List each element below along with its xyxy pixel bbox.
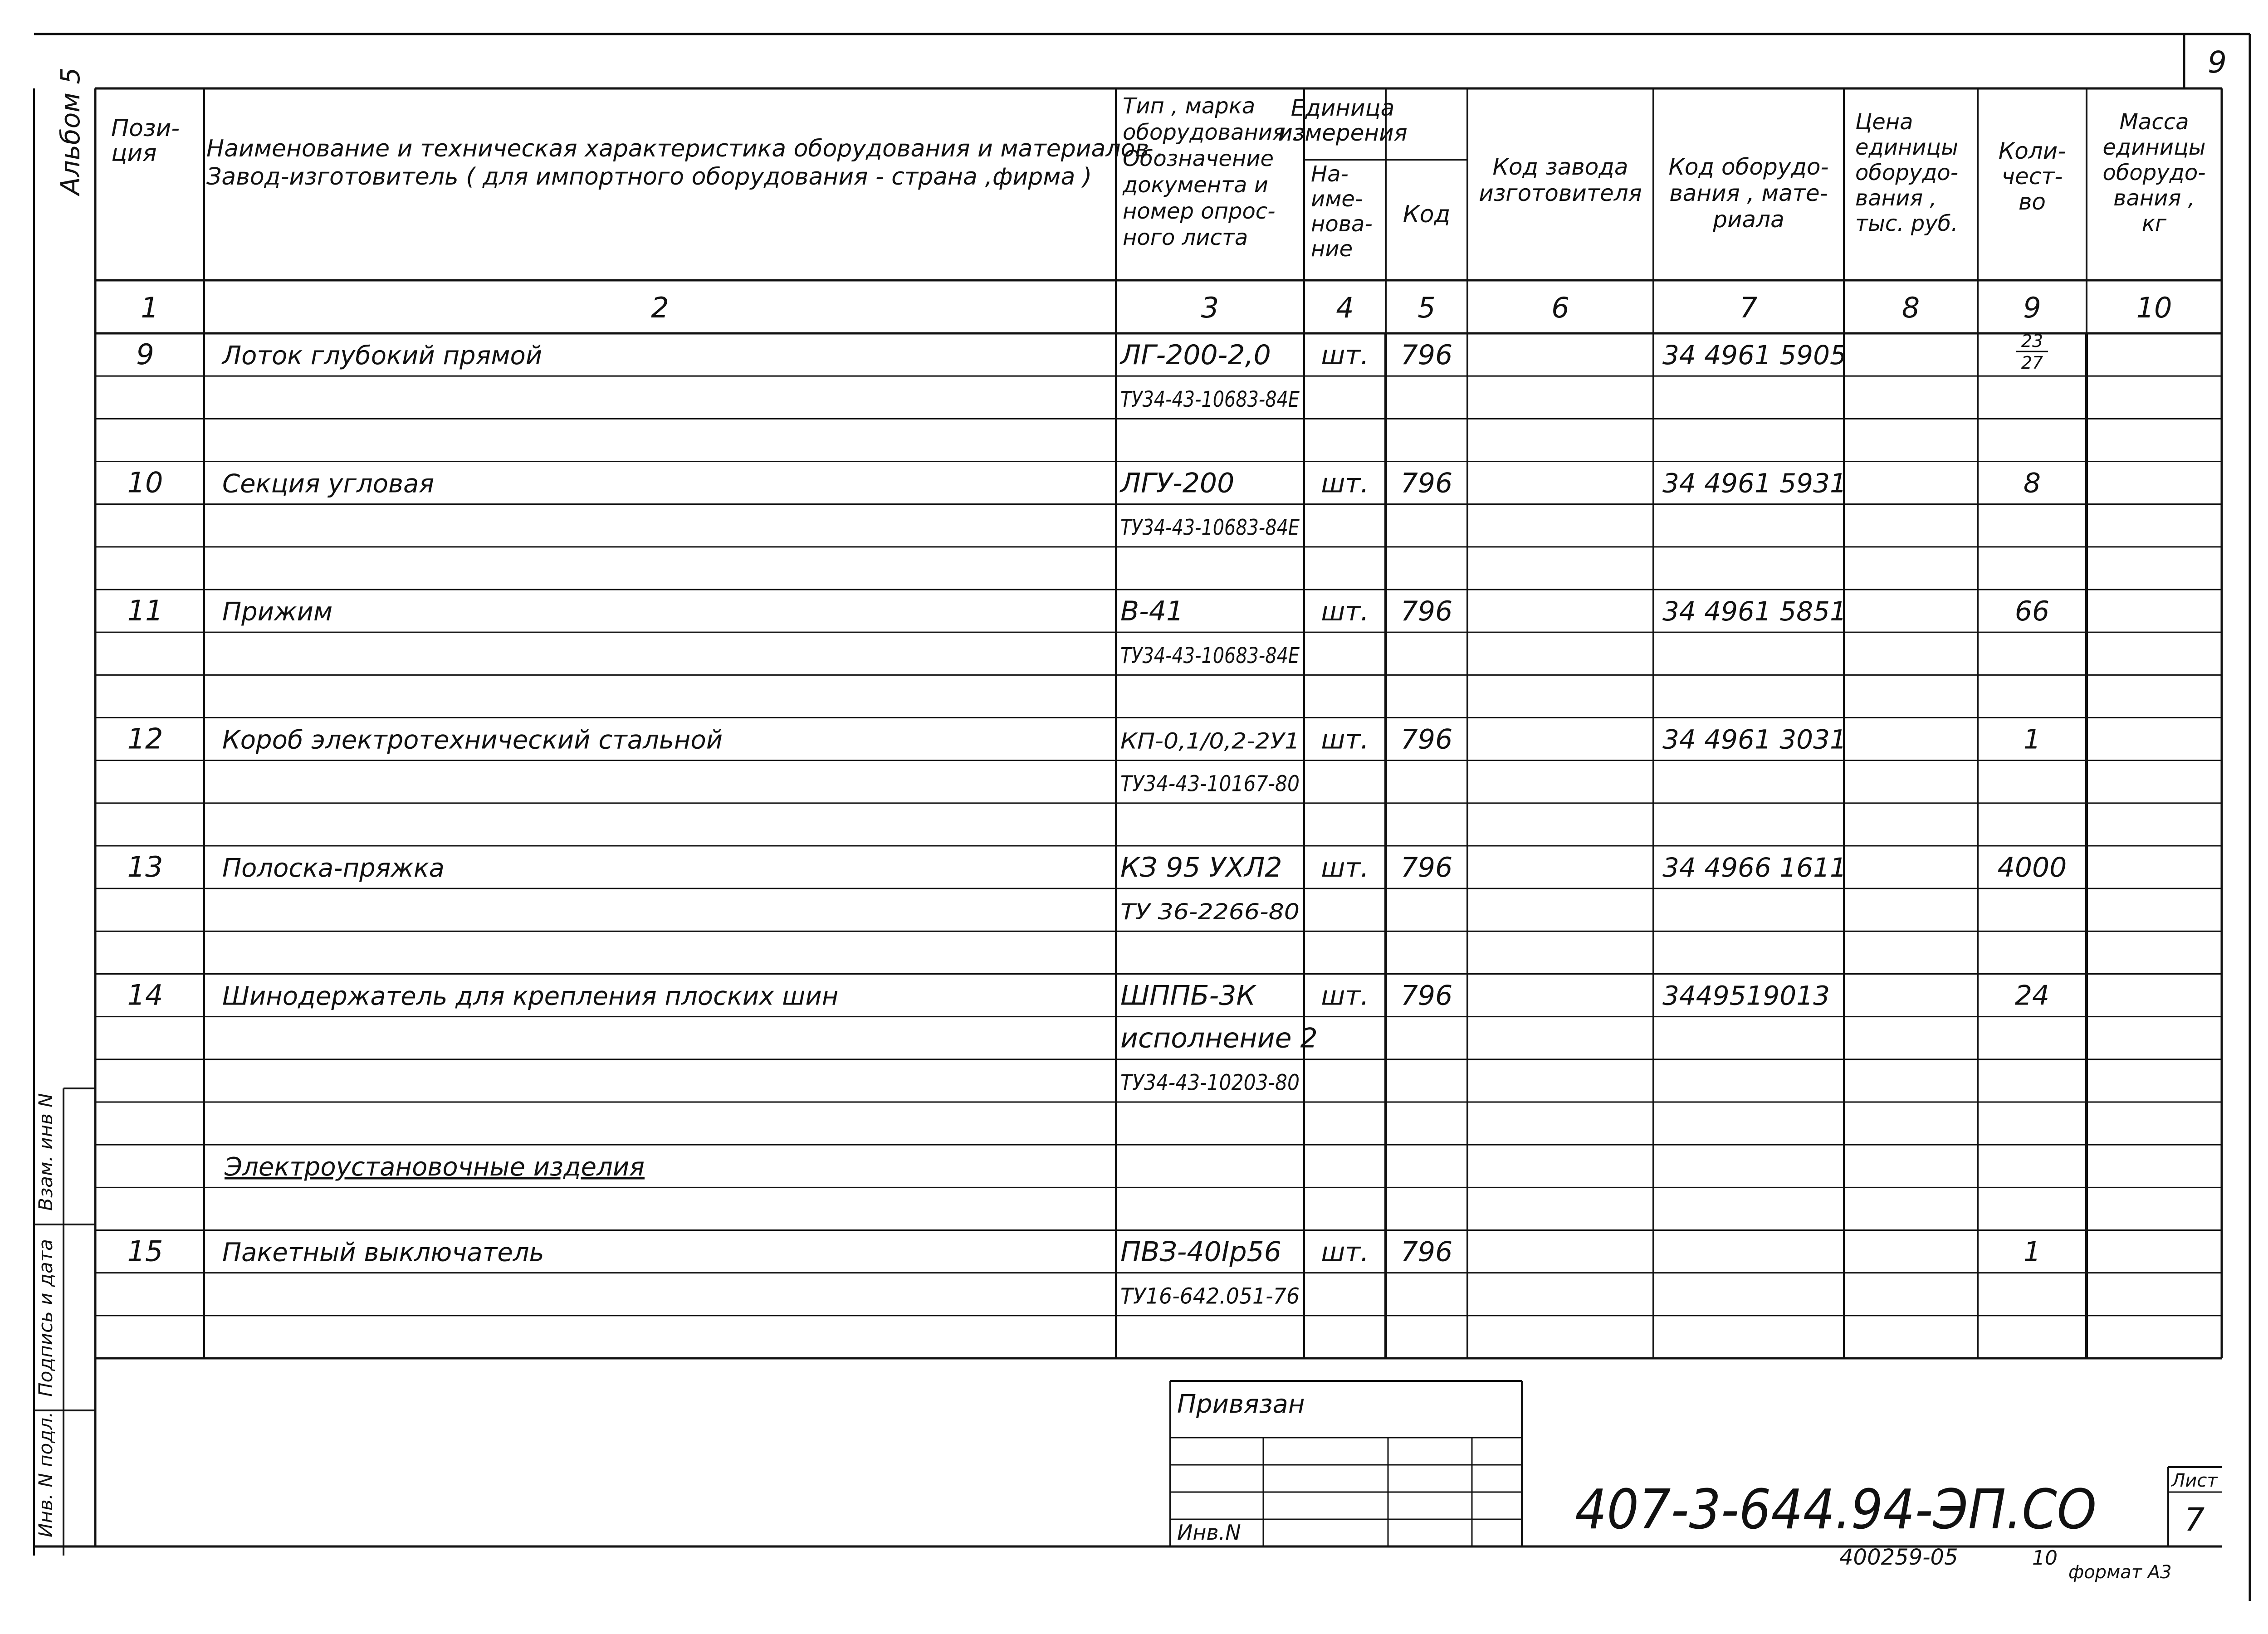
header-mass: единицы: [2102, 135, 2206, 160]
row-quantity-numerator: 23: [2021, 331, 2043, 351]
row-position: 9: [136, 337, 154, 371]
row-type: ТУ34-43-10203-80: [1120, 1070, 1300, 1096]
header-type: Тип , марка: [1123, 93, 1256, 119]
album-label: Альбом 5: [55, 67, 86, 195]
row-unit: шт.: [1321, 339, 1369, 371]
row-name: Шинодержатель для крепления плоских шин: [222, 981, 839, 1011]
header-position: Пози-: [111, 115, 180, 142]
column-number: 1: [141, 291, 159, 324]
header-factory-code: изготовителя: [1479, 180, 1642, 206]
header-position: ция: [111, 140, 157, 167]
header-name: Наименование и техническая характеристика оборудования и материалов .: [206, 135, 1164, 162]
row-quantity-denominator: 27: [2021, 353, 2043, 373]
header-price: оборудо-: [1855, 160, 1959, 185]
signature-date-label: Подпись и дата: [34, 1239, 57, 1397]
archive-code: 400259-05: [1839, 1545, 1958, 1570]
header-unit-group: измерения: [1278, 120, 1408, 146]
header-equipment-code: Код оборудо-: [1668, 154, 1829, 180]
header-type: документа и: [1123, 172, 1268, 198]
column-number: 8: [1901, 291, 1920, 324]
row-quantity: 8: [2023, 467, 2041, 499]
header-mass: вания ,: [2113, 185, 2195, 211]
header-equipment-code: риала: [1713, 206, 1784, 233]
row-name: Короб электротехнический стальной: [222, 725, 723, 755]
row-type: ТУ34-43-10683-84Е: [1120, 643, 1300, 668]
row-quantity: 1: [2023, 1236, 2041, 1268]
row-position: 12: [127, 722, 163, 756]
row-name: Лоток глубокий прямой: [222, 341, 543, 371]
row-equipment-code: 34 4961 5851: [1662, 595, 1847, 627]
header-mass: кг: [2141, 211, 2167, 236]
row-unit-code: 796: [1400, 980, 1453, 1012]
row-type: исполнение 2: [1120, 1022, 1318, 1054]
row-type: ЛГ-200-2,0: [1120, 339, 1271, 371]
row-position: 14: [127, 978, 163, 1012]
archive-sheet: 10: [2032, 1546, 2058, 1570]
row-equipment-code: 34 4961 5905: [1662, 339, 1847, 371]
header-unit-group: Единица: [1290, 95, 1395, 121]
row-equipment-code: 34 4966 1611: [1662, 852, 1847, 883]
header-price: единицы: [1855, 135, 1959, 160]
header-type: ного листа: [1123, 225, 1248, 250]
document-designation: 407-3-644.94-ЭП.СО: [1575, 1478, 2097, 1541]
replaced-inventory-label: Взам. инв N: [34, 1093, 57, 1211]
column-number: 10: [2136, 291, 2172, 324]
row-position: 13: [127, 850, 163, 883]
header-equipment-code: вания , мате-: [1669, 180, 1828, 206]
header-unit-name: име-: [1311, 186, 1363, 212]
header-mass: оборудо-: [2102, 160, 2206, 185]
header-factory-code: Код завода: [1492, 154, 1628, 180]
header-price: вания ,: [1855, 185, 1937, 211]
row-unit: шт.: [1321, 724, 1369, 755]
row-type: ПВЗ-40Ip56: [1120, 1236, 1281, 1268]
row-equipment-code: 34 4961 3031: [1662, 724, 1847, 755]
row-type: В-41: [1120, 595, 1184, 627]
header-name: Завод-изготовитель ( для импортного оборудования - страна ,фирма ): [206, 163, 1092, 190]
row-type: ТУ16-642.051-76: [1120, 1283, 1300, 1309]
row-unit-code: 796: [1400, 467, 1453, 499]
column-number: 9: [2023, 291, 2041, 324]
row-unit: шт.: [1321, 595, 1369, 627]
header-unit-name: На-: [1311, 161, 1349, 187]
column-number: 3: [1201, 291, 1219, 324]
row-unit: шт.: [1321, 852, 1369, 883]
header-unit-code: Код: [1403, 201, 1451, 228]
row-name: Полоска-пряжка: [222, 853, 445, 883]
header-quantity: чест-: [2001, 163, 2063, 190]
header-mass: Масса: [2119, 109, 2189, 135]
row-unit-code: 796: [1400, 723, 1453, 756]
column-number: 4: [1336, 291, 1354, 324]
row-type: ТУ 36-2266-80: [1120, 899, 1300, 925]
row-equipment-code: 34 4961 5931: [1662, 468, 1847, 499]
row-position: 10: [127, 466, 163, 499]
row-unit-code: 796: [1400, 851, 1453, 883]
row-type: ТУ34-43-10167-80: [1120, 771, 1300, 797]
stamp-privyazan: Привязан: [1177, 1390, 1305, 1419]
column-number: 6: [1551, 291, 1569, 324]
column-number: 2: [651, 291, 669, 324]
column-number: 7: [1740, 291, 1758, 324]
header-quantity: Коли-: [1998, 138, 2066, 164]
header-unit-name: ние: [1311, 236, 1353, 262]
header-quantity: во: [2018, 189, 2046, 215]
row-type: ЛГУ-200: [1120, 467, 1235, 499]
header-type: Обозначение: [1123, 146, 1274, 171]
row-unit-code: 796: [1400, 595, 1453, 627]
sheet-label: Лист: [2171, 1470, 2218, 1491]
section-heading: Электроустановочные изделия: [225, 1152, 645, 1182]
row-name: Секция угловая: [222, 469, 435, 499]
corner-sheet-number: 9: [2208, 45, 2227, 80]
row-unit-code: 796: [1400, 339, 1453, 371]
row-name: Прижим: [222, 597, 333, 627]
row-quantity: 66: [2014, 595, 2050, 627]
row-name: Пакетный выключатель: [222, 1238, 544, 1268]
row-unit-code: 796: [1400, 1236, 1453, 1268]
row-equipment-code: 3449519013: [1662, 980, 1830, 1011]
header-type: оборудования .: [1123, 120, 1300, 145]
header-unit-name: нова-: [1311, 211, 1373, 237]
header-price: тыс. руб.: [1855, 211, 1958, 236]
sheet-number: 7: [2184, 1501, 2205, 1538]
row-type: КП-0,1/0,2-2У1: [1120, 728, 1300, 754]
row-unit: шт.: [1321, 980, 1369, 1011]
row-quantity: 1: [2023, 723, 2041, 756]
row-position: 15: [127, 1234, 163, 1268]
original-inventory-label: Инв. N подл.: [34, 1411, 57, 1537]
row-position: 11: [127, 594, 163, 627]
row-unit: шт.: [1321, 468, 1369, 499]
row-type: КЗ 95 УХЛ2: [1120, 851, 1282, 883]
row-quantity: 4000: [1997, 851, 2067, 883]
row-unit: шт.: [1321, 1236, 1369, 1268]
stamp-inventory-number: Инв.N: [1177, 1520, 1241, 1545]
row-type: ТУ34-43-10683-84Е: [1120, 515, 1300, 541]
paper-format: формат А3: [2068, 1562, 2172, 1583]
row-type: ШППБ-3К: [1120, 980, 1256, 1012]
row-type: ТУ34-43-10683-84Е: [1120, 386, 1300, 412]
header-type: номер опрос-: [1123, 199, 1276, 224]
header-price: Цена: [1855, 109, 1913, 135]
row-quantity: 24: [2014, 980, 2050, 1012]
column-number: 5: [1418, 291, 1436, 324]
